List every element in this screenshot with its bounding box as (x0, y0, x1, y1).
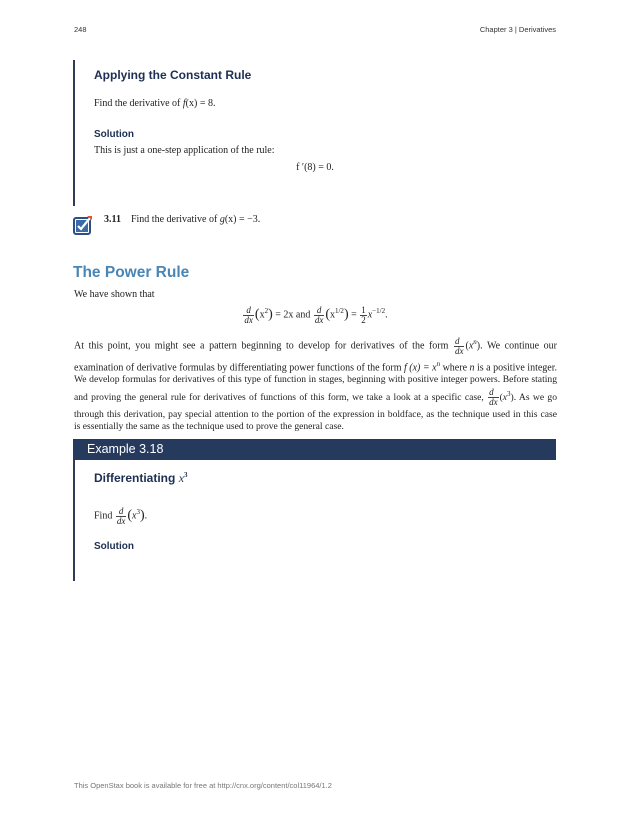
para-line-5: through this derivation, pay special attention to the portion of the expression in boldface, as the technique used in this case (74, 409, 557, 420)
example-title: Applying the Constant Rule (94, 68, 252, 82)
checkpoint-problem: 3.11 Find the derivative of g(x) = −3. (104, 214, 261, 225)
checkpoint-icon (73, 215, 93, 235)
example-318-solution-heading: Solution (94, 541, 134, 552)
para-line-1: At this point, you might see a pattern beginning to develop for derivatives of the form $\frac{d}{dx}$ $(x^n)$. We continue our (74, 335, 558, 356)
example-side-bar (73, 60, 75, 206)
footer-text: This OpenStax book is available for free at http://cnx.org/content/col11964/1.2 (74, 781, 332, 790)
example-318-problem: Find $\frac{d}{dx}$ $(x^3)$. (94, 505, 148, 526)
intro-text: We have shown that (74, 289, 155, 300)
solution-heading: Solution (94, 129, 134, 140)
para-line-2: examination of derivative formulas by differentiating power functions of the form f $(x) = x^n$ where n is a positive integer. (74, 360, 558, 374)
para-line-3: We develop formulas for derivatives of this type of function in stages, beginning with positive integer powers. Before stating (74, 374, 557, 385)
example-problem: Find the derivative of f(x) = 8. (94, 98, 216, 109)
para-line-4: and proving the general rule for derivatives of functions of this form, we take a look at a specific case, $\frac{d}{dx}$ $(x^3)$. As we go (74, 387, 557, 408)
page-number: 248 (74, 25, 87, 34)
section-title: The Power Rule (73, 264, 190, 281)
example-banner: Example 3.18 (73, 439, 556, 460)
example-318-side-bar (73, 460, 75, 581)
checkpoint-number: 3.11 (104, 214, 121, 225)
solution-equation: f ′(8) = 0. (296, 162, 334, 173)
para-line-6: is essentially the same as the technique used to prove the general case. (74, 421, 344, 432)
display-equation: $\frac{d}{dx}$ $(x^2) = 2x$ and $\frac{d}{dx}$ $(x^{1/2})$ = $\frac{1}{2}$ $x^{-1/2}$. (244, 304, 388, 325)
example-318-title: Differentiating $x^3$ (94, 471, 188, 485)
solution-text: This is just a one-step application of the rule: (94, 145, 275, 156)
chapter-header: Chapter 3 | Derivatives (479, 25, 556, 34)
